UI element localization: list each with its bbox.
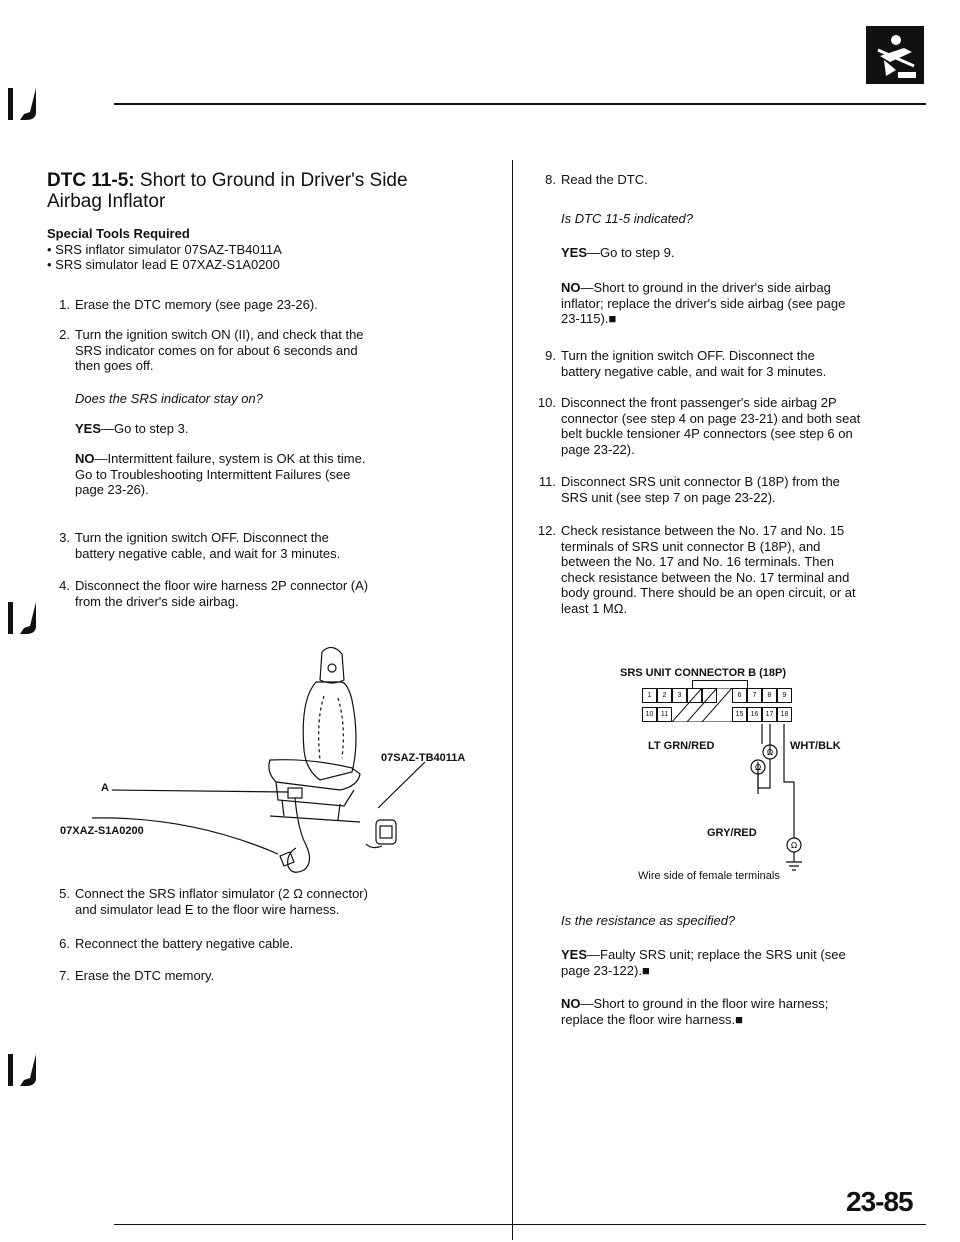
step-7: 7. Erase the DTC memory. <box>59 968 215 983</box>
column-divider <box>512 160 513 1240</box>
step-3: 3. Turn the ignition switch OFF. Disconnect the battery negative cable, and wait for 3 minutes. <box>59 530 341 561</box>
wire-wht-blk: WHT/BLK <box>790 740 841 752</box>
terminal-8: 8 <box>762 688 777 703</box>
terminal-2: 2 <box>657 688 672 703</box>
seatbelt-icon <box>866 26 924 84</box>
step-4: 4. Disconnect the floor wire harness 2P connector (A) from the driver's side airbag. <box>59 578 369 609</box>
header-rule <box>114 103 926 105</box>
question-srs-stay-on: Does the SRS indicator stay on? <box>75 391 263 406</box>
step-1: 1. Erase the DTC memory (see page 23-26). <box>59 297 318 312</box>
terminal-11: 11 <box>657 707 672 722</box>
label-simulator-lead: 07XAZ-S1A0200 <box>60 825 144 837</box>
step-6: 6. Reconnect the battery negative cable. <box>59 936 294 951</box>
terminal-10: 10 <box>642 707 657 722</box>
answer-yes: YES—Go to step 3. <box>75 421 189 436</box>
q2-yes: YES—Faulty SRS unit; replace the SRS unit (see page 23-122).■ <box>561 947 846 978</box>
step-2: 2. Turn the ignition switch ON (II), and check that the SRS indicator comes on for about 6 seconds and then goes off. <box>59 327 364 373</box>
footer-rule <box>114 1224 926 1225</box>
terminal-17: 17 <box>762 707 777 722</box>
question-dtc-indicated: Is DTC 11-5 indicated? <box>561 211 693 226</box>
connector-title: SRS UNIT CONNECTOR B (18P) <box>620 667 787 679</box>
label-connector-a: A <box>101 782 109 794</box>
terminal-6: 6 <box>732 688 747 703</box>
terminal-9: 9 <box>777 688 792 703</box>
wire-lt-grn-red: LT GRN/RED <box>648 740 715 752</box>
q1-no: NO—Short to ground in the driver's side airbag inflator; replace the driver's side airbag (see page 23-115).■ <box>561 280 846 326</box>
dtc-title: DTC 11-5: Short to Ground in Driver's Side Airbag Inflator <box>47 170 408 212</box>
step-5: 5. Connect the SRS inflator simulator (2 Ω connector) and simulator lead E to the floor wire harness. <box>59 886 368 917</box>
q2-no: NO—Short to ground in the floor wire harness; replace the floor wire harness.■ <box>561 996 829 1027</box>
step-9: 9. Turn the ignition switch OFF. Disconnect the battery negative cable, and wait for 3 minutes. <box>545 348 827 379</box>
question-resistance: Is the resistance as specified? <box>561 913 736 928</box>
terminal-1: 1 <box>642 688 657 703</box>
terminal-7: 7 <box>747 688 762 703</box>
connector-caption: Wire side of female terminals <box>638 870 780 882</box>
binding-mark-bottom <box>6 1050 42 1090</box>
step-10: 10. Disconnect the front passenger's side airbag 2P connector (see step 4 on page 23-21) and both seat belt buckle tensioner 4P connectors (see step 6 on page 23-22). <box>537 395 861 457</box>
terminal-16: 16 <box>747 707 762 722</box>
wire-gry-red: GRY/RED <box>707 827 757 839</box>
label-inflator-simulator: 07SAZ-TB4011A <box>381 752 466 764</box>
step-12: 12. Check resistance between the No. 17 and No. 15 terminals of SRS unit connector B (18P), and between the No. 17 and No. 16 terminals. Then check resistance between the No. 17 terminal and body ground. There should be an open circuit, or at least 1 MΩ. <box>537 523 856 616</box>
step-8: 8. Read the DTC. <box>545 172 648 187</box>
terminal-15: 15 <box>732 707 747 722</box>
binding-mark-mid <box>6 598 42 638</box>
page-number: 23-85 <box>846 1186 913 1217</box>
binding-mark-top <box>6 84 42 124</box>
svg-text:Ω: Ω <box>767 748 774 757</box>
q1-yes: YES—Go to step 9. <box>561 245 675 260</box>
step-11: 11. Disconnect SRS unit connector B (18P) from the SRS unit (see step 7 on page 23-22). <box>538 474 840 505</box>
svg-text:Ω: Ω <box>755 763 762 772</box>
connector-latch <box>692 680 748 688</box>
terminal-18: 18 <box>777 707 792 722</box>
terminal-3: 3 <box>672 688 687 703</box>
blank-terminals-hatch <box>672 688 732 722</box>
special-tools: Special Tools Required • SRS inflator simulator 07SAZ-TB4011A • SRS simulator lead E 07XAZ-S1A0200 <box>47 226 282 272</box>
answer-no: NO—Intermittent failure, system is OK at this time. Go to Troubleshooting Intermittent Failures (see page 23-26). <box>75 451 366 497</box>
svg-text:Ω: Ω <box>791 841 798 850</box>
